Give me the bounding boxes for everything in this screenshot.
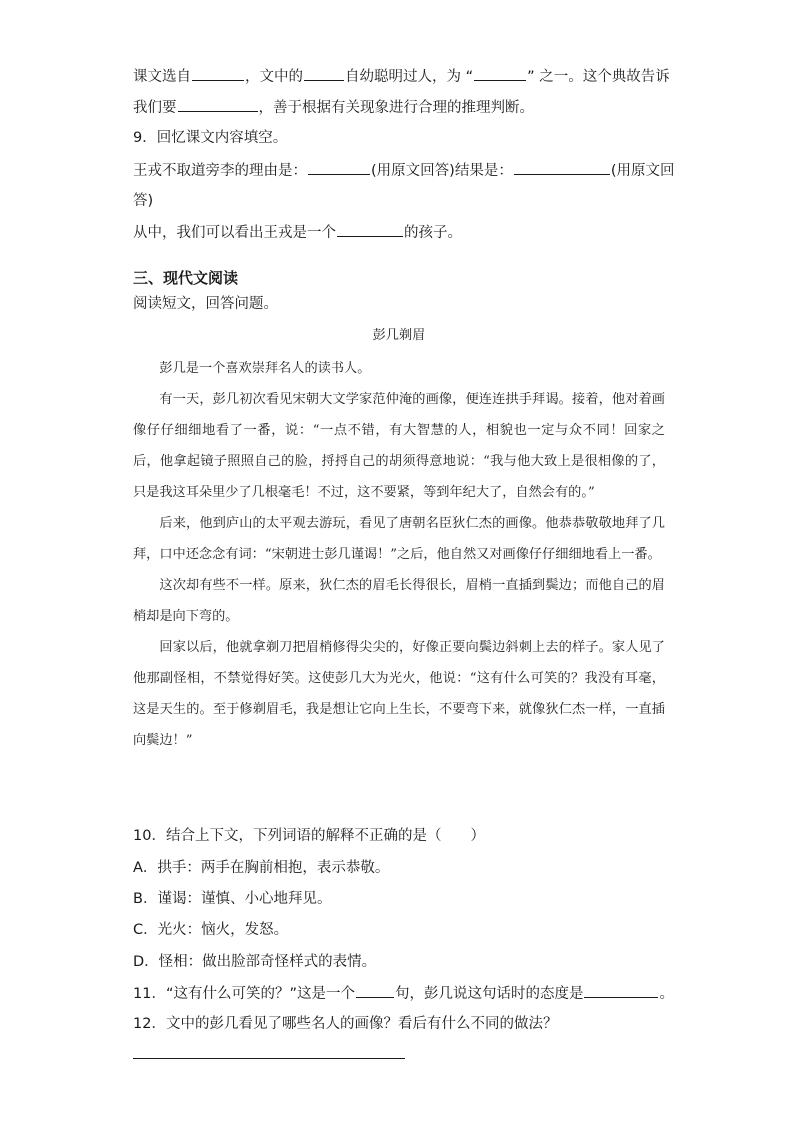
blank-sentence-type[interactable]: [356, 983, 394, 998]
blank-person[interactable]: [304, 66, 344, 81]
option-a[interactable]: A．拱手：两手在胸前相抱，表示恭敬。: [133, 860, 390, 876]
blank-character[interactable]: [337, 222, 403, 237]
q9-line-3: 从中，我们可以看出王戎是一个 的孩子。: [133, 222, 462, 243]
q9-line-1: 王戎不取道旁李的理由是： (用原文回答)结果是： (用原文回: [133, 160, 675, 181]
blank-attitude[interactable]: [584, 983, 658, 998]
blank-title[interactable]: [474, 66, 526, 81]
q11-line: 11．“这有什么可笑的？”这是一个 句，彭几说这句话时的态度是 。: [133, 983, 674, 1004]
story-passage: [133, 320, 665, 756]
story-paragraph: 有一天，彭几初次看见宋朝大文学家范仲淹的画像，便连连拱手拜谒。接着，他对着画像仔仔细细地看了一番，说：“一点不错，有大智慧的人，相貌也一定与众不同！回家之后，他拿起镜子照照自己的脸，捋捋自己的胡须得意地说：“我与他大致上是很相像的了，只是我这耳朵里少了几根毫毛！不过，这不要紧，等到年纪大了，自然会有的。”: [133, 392, 665, 500]
answer-line[interactable]: [133, 1058, 405, 1059]
story-paragraph: 回家以后，他就拿剃刀把眉梢修得尖尖的，好像正要向鬓边斜刺上去的样子。家人见了他那副怪相，不禁觉得好笑。这使彭几大为光火，他说：“这有什么可笑的？我没有耳毫，这是天生的。至于修剃眉毛，我是想让它向上生长，不要弯下来，就像狄仁杰一样，一直插向鬓边！”: [133, 640, 665, 748]
story-paragraph: 后来，他到庐山的太平观去游玩，看见了唐朝名臣狄仁杰的画像。他恭恭敬敬地拜了几拜，口中还念念有词：“宋朝进士彭几谨谒！”之后，他自然又对画像仔仔细细地看上一番。: [133, 516, 665, 562]
story-paragraph: 彭几是一个喜欢崇拜名人的读书人。: [159, 361, 371, 376]
blank-result[interactable]: [514, 160, 610, 175]
section-heading: 三、现代文阅读: [133, 269, 239, 287]
q9-line-2: 答): [133, 193, 154, 209]
q12-stem: 12．文中的彭几看见了哪些名人的画像？看后有什么不同的做法？: [133, 1016, 558, 1032]
q8-line-2: 我们要 ，善于根据有关现象进行合理的推理判断。: [133, 97, 534, 118]
q9-title: 9．回忆课文内容填空。: [133, 130, 288, 146]
blank-lesson[interactable]: [178, 97, 258, 112]
section-instruction: 阅读短文，回答问题。: [133, 296, 278, 312]
blank-source[interactable]: [192, 66, 244, 81]
option-c[interactable]: C．光火：恼火，发怒。: [133, 922, 289, 938]
option-d[interactable]: D．怪相：做出脸部奇怪样式的表情。: [133, 954, 377, 970]
story-title: 彭几剃眉: [372, 328, 426, 343]
q8-line-1: 课文选自 ，文中的 自幼聪明过人，为 “ ” 之一。这个典故告诉: [133, 66, 670, 87]
q10-stem: 10．结合上下文，下列词语的解释不正确的是（ ）: [133, 828, 485, 844]
blank-reason[interactable]: [308, 160, 370, 175]
option-b[interactable]: B．谨谒：谨慎、小心地拜见。: [133, 891, 332, 907]
story-paragraph: 这次却有些不一样。原来，狄仁杰的眉毛长得很长，眉梢一直插到鬓边；而他自己的眉梢却是向下弯的。: [133, 578, 665, 624]
